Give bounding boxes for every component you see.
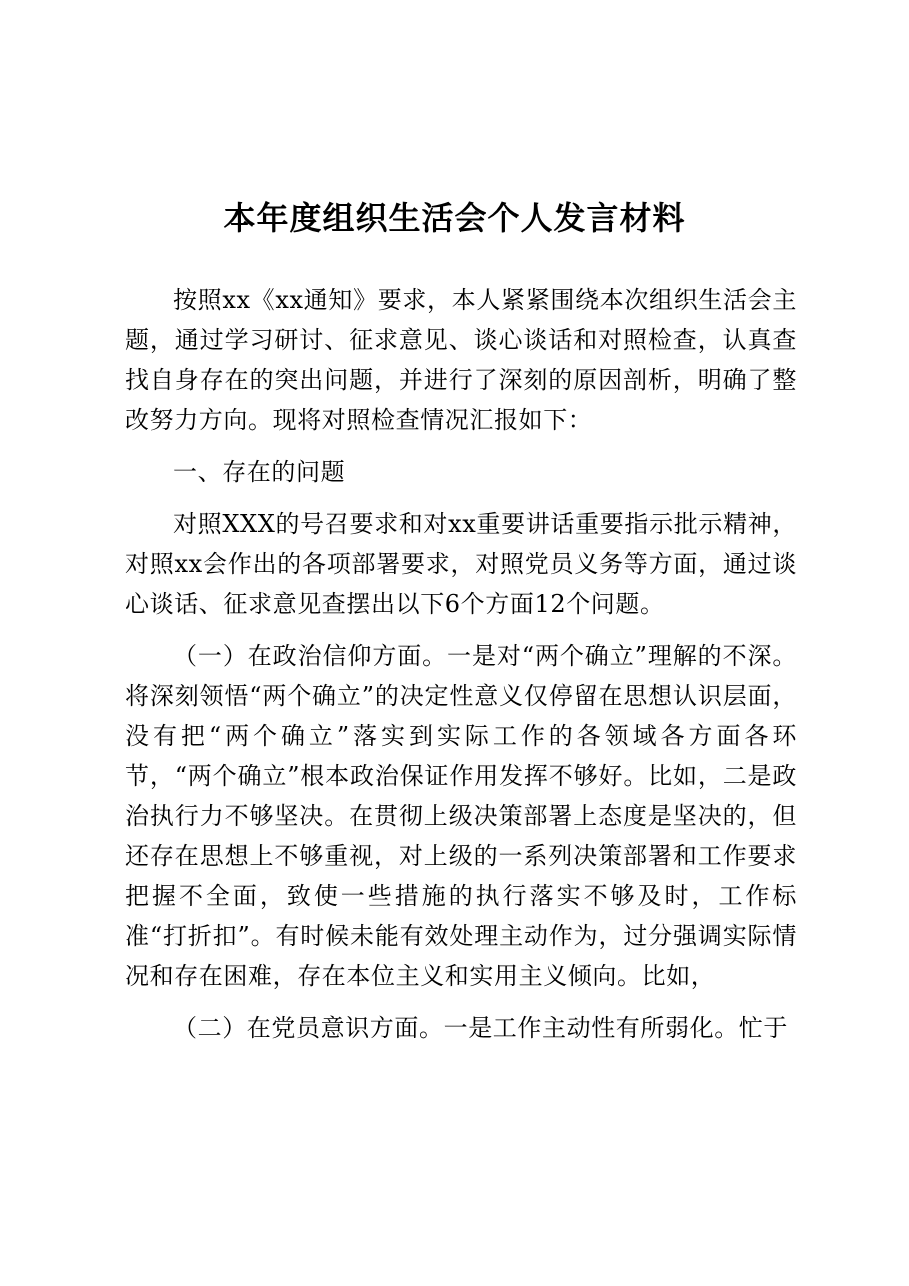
paragraph-overview: 对照XXX的号召要求和对xx重要讲话重要指示批示精神，对照xx会作出的各项部署要求，对照党员义务等方面，通过谈心谈话、征求意见查摆出以下6个方面12个问题。 <box>125 510 797 618</box>
paragraph-political-belief: （一）在政治信仰方面。一是对“两个确立”理解的不深。将深刻领悟“两个确立”的决定性意义仅停留在思想认识层面，没有把“两个确立”落实到实际工作的各领域各方面各环节，“两个确立”根本政治保证作用发挥不够好。比如，二是政治执行力不够坚决。在贯彻上级决策部署上态度是坚决的，但还存在思想上不够重视，对上级的一系列决策部署和工作要求把握不全面，致使一些措施的执行落实不够及时，工作标准“打折扣”。有时候未能有效处理主动作为，过分强调实际情况和存在困难，存在本位主义和实用主义倾向。比如， <box>125 642 797 990</box>
document-body <box>125 280 797 1048</box>
paragraph-party-awareness: （二）在党员意识方面。一是工作主动性有所弱化。忙于 <box>173 1014 788 1042</box>
section-heading-problems: 一、存在的问题 <box>173 458 346 486</box>
document-title: 本年度组织生活会个人发言材料 <box>223 199 686 237</box>
paragraph-intro: 按照xx《xx通知》要求，本人紧紧围绕本次组织生活会主题，通过学习研讨、征求意见、谈心谈话和对照检查，认真查找自身存在的突出问题，并进行了深刻的原因剖析，明确了整改努力方向。现将对照检查情况汇报如下： <box>125 286 797 434</box>
